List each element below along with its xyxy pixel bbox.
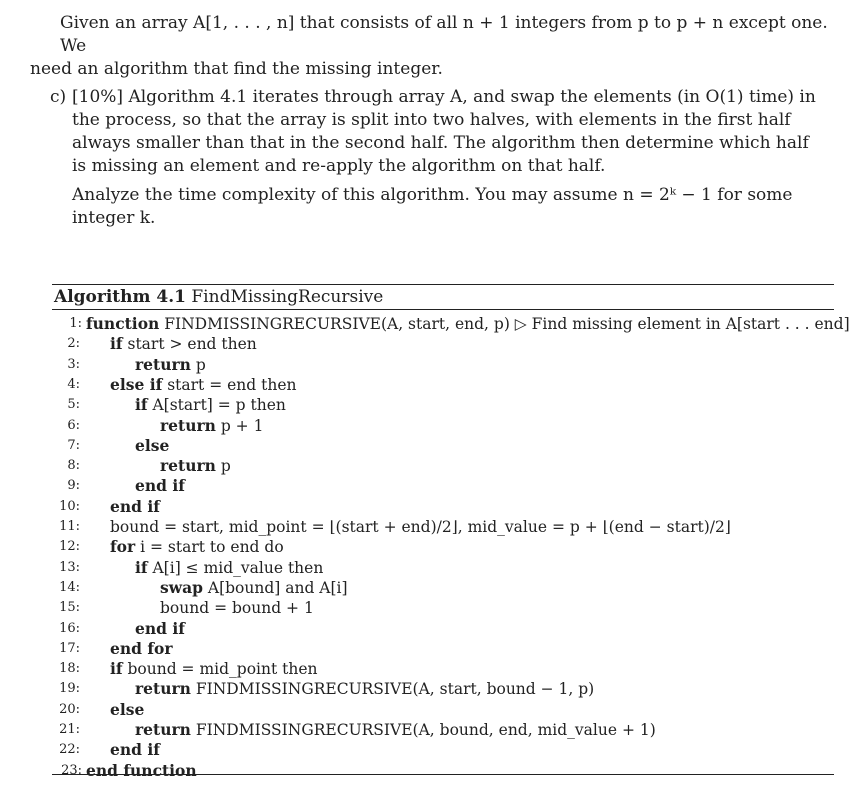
line-text: A[bound] and A[i]	[202, 578, 348, 597]
line-keyword: end function	[86, 760, 197, 780]
line-text: start = end then	[162, 375, 297, 394]
algorithm-line	[52, 761, 834, 781]
line-number: 14:	[59, 579, 80, 595]
line-keyword: end for	[110, 638, 173, 658]
analyze-paragraph: Analyze the time complexity of this algorithm. You may assume n = 2ᵏ − 1 for some integer k.	[72, 185, 793, 228]
algorithm-line	[52, 639, 834, 659]
line-text: A[start] = p then	[147, 396, 286, 415]
line-number: 12:	[59, 539, 80, 555]
line-text: i = start to end do	[135, 538, 284, 557]
algorithm-line	[52, 619, 834, 639]
line-keyword: function	[86, 314, 160, 333]
line-number: 16:	[59, 620, 80, 636]
line-keyword: end if	[110, 496, 160, 516]
part-c-paragraph	[50, 86, 820, 178]
line-number: 3:	[67, 356, 80, 372]
line-keyword: for	[110, 537, 136, 557]
line-keyword: if	[110, 334, 123, 354]
line-keyword: if	[135, 395, 148, 415]
algorithm-caption	[52, 285, 834, 309]
line-keyword: end if	[110, 740, 160, 760]
line-text: p	[215, 457, 231, 476]
algorithm-line	[52, 334, 834, 354]
algorithm-line	[52, 537, 834, 557]
line-keyword: return	[160, 456, 216, 476]
algorithm-line	[52, 416, 834, 436]
line-text: p	[190, 355, 206, 374]
line-number: 23:	[61, 762, 82, 778]
algorithm-line	[52, 395, 834, 415]
line-keyword: return	[135, 720, 191, 739]
algorithm-line	[52, 598, 834, 618]
line-number: 4:	[67, 376, 80, 392]
algorithm-line	[52, 355, 834, 375]
algorithm-line	[52, 456, 834, 476]
line-number: 5:	[67, 397, 80, 413]
algorithm-label: Algorithm 4.1	[54, 287, 186, 307]
line-keyword: else	[110, 699, 145, 719]
line-number: 8:	[67, 458, 80, 474]
line-number: 17:	[59, 640, 80, 656]
algorithm-line	[52, 720, 834, 740]
algorithm-line	[52, 476, 834, 496]
algorithm-line	[52, 740, 834, 760]
algorithm-line	[52, 497, 834, 517]
line-text: FINDMISSINGRECURSIVE(A, start, bound − 1, p)	[190, 680, 595, 699]
line-number: 13:	[59, 559, 80, 575]
algorithm-line	[52, 375, 834, 395]
algorithm-line	[52, 679, 834, 699]
line-text: bound = mid_point then	[122, 660, 318, 679]
intro-line-2: need an algorithm that find the missing integer.	[30, 59, 443, 79]
line-number: 19:	[59, 681, 80, 697]
algorithm-line	[52, 700, 834, 720]
line-text: p + 1	[215, 416, 264, 435]
line-number: 10:	[59, 498, 80, 514]
part-c-text: [10%] Algorithm 4.1 iterates through array A, and swap the elements (in O(1) time) in the process, so that the array is split into two halves, with elements in the first half always smaller than that in the second half. The algorithm then determine which half is missing an element and re-apply the algorithm on that half.	[72, 87, 816, 176]
algorithm-line	[52, 659, 834, 679]
line-text: FINDMISSINGRECURSIVE(A, bound, end, mid_value + 1)	[190, 721, 656, 739]
algorithm-line	[52, 517, 834, 537]
algorithm-line	[52, 558, 834, 578]
line-text: bound = bound + 1	[160, 599, 314, 618]
algorithm-box	[52, 284, 850, 780]
line-number: 21:	[59, 722, 80, 737]
line-number: 22:	[59, 742, 80, 758]
line-keyword: else if	[110, 374, 163, 394]
line-keyword: return	[135, 354, 191, 374]
line-number: 18:	[59, 661, 80, 677]
line-number: 20:	[59, 701, 80, 717]
algorithm-lines	[52, 310, 850, 780]
line-text: A[i] ≤ mid_value then	[147, 558, 324, 577]
line-keyword: return	[160, 415, 216, 435]
line-keyword: if	[135, 557, 148, 577]
line-keyword: if	[110, 659, 123, 679]
line-number: 1:	[69, 316, 82, 331]
intro-line-1: Given an array A[1, . . . , n] that consists of all n + 1 integers from p to p + n except one. We	[60, 13, 828, 56]
line-keyword: end if	[135, 618, 185, 638]
line-number: 11:	[59, 519, 80, 534]
line-keyword: return	[135, 679, 191, 699]
algorithm-bottom-rule	[52, 774, 834, 775]
part-c-label: c)	[50, 87, 67, 107]
line-keyword: else	[135, 435, 170, 455]
algorithm-line	[52, 436, 834, 456]
line-text: bound = start, mid_point = ⌊(start + end)/2⌋, mid_value = p + ⌊(end − start)/2⌋	[110, 518, 731, 536]
algorithm-name: FindMissingRecursive	[191, 287, 384, 307]
algorithm-line	[52, 314, 850, 334]
line-keyword: swap	[160, 577, 203, 597]
line-text: FINDMISSINGRECURSIVE(A, start, end, p) ▷ Find missing element in A[start . . . end]	[159, 315, 850, 333]
line-number: 6:	[67, 417, 80, 433]
line-number: 2:	[67, 336, 80, 352]
line-number: 9:	[67, 478, 80, 494]
algorithm-line	[52, 578, 834, 598]
line-keyword: end if	[135, 476, 185, 496]
line-number: 15:	[59, 600, 80, 616]
line-text: start > end then	[122, 335, 257, 354]
intro-paragraph	[30, 12, 830, 81]
line-number: 7:	[67, 437, 80, 453]
